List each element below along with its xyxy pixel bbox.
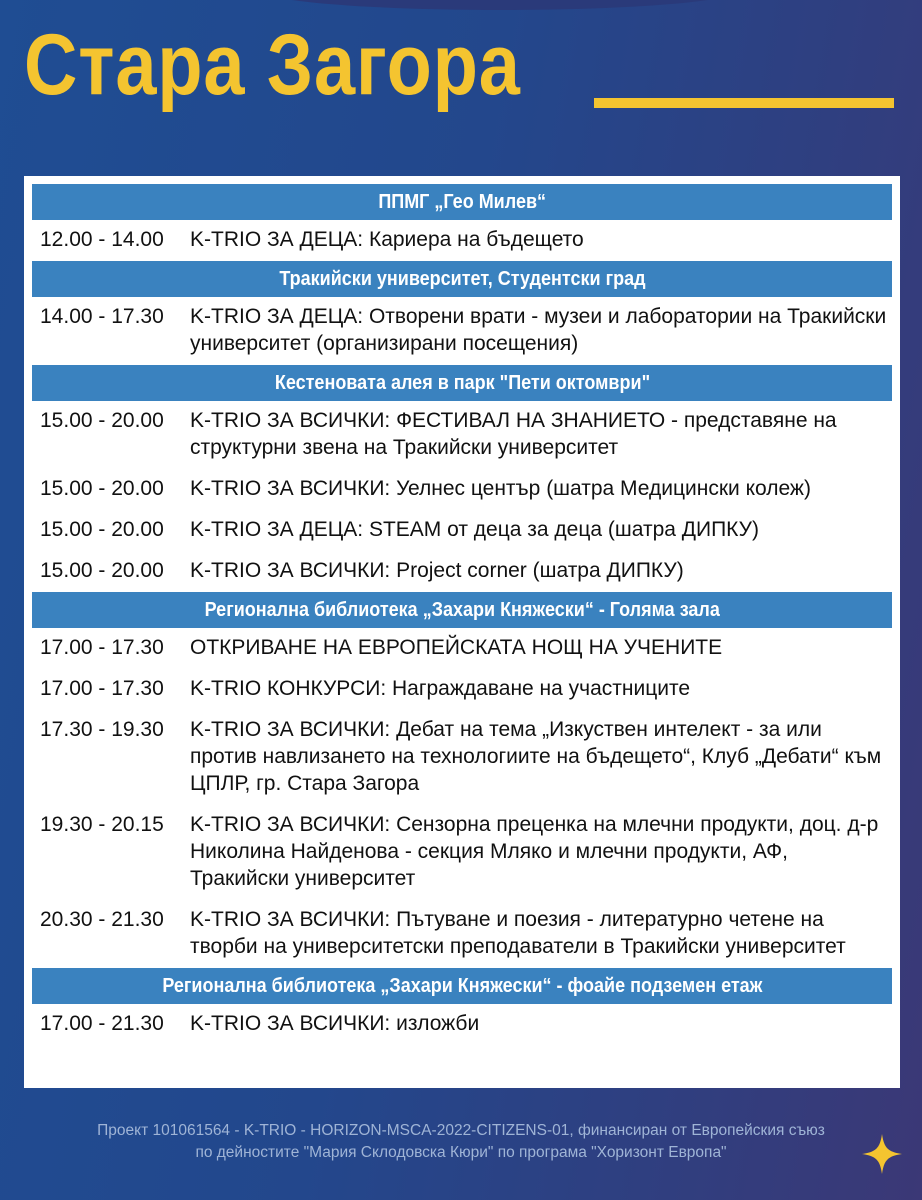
event-time: 20.30 - 21.30	[40, 908, 164, 931]
event-row	[32, 628, 892, 669]
event-time: 12.00 - 14.00	[40, 228, 164, 251]
footer	[0, 1120, 922, 1164]
event-description: K-TRIO КОНКУРСИ: Награждаване на участниците	[190, 677, 691, 700]
event-description: K-TRIO ЗА ДЕЦА: Отворени врати - музеи и лаборатории на Тракийски университет (организирани посещения)	[190, 305, 887, 355]
event-time: 15.00 - 20.00	[40, 409, 164, 432]
event-description: K-TRIO ЗА ВСИЧКИ: Project corner (шатра ДИПКУ)	[190, 559, 684, 582]
event-time: 14.00 - 17.30	[40, 305, 164, 328]
event-time: 15.00 - 20.00	[40, 477, 164, 500]
event-row	[32, 669, 892, 710]
event-time: 17.30 - 19.30	[40, 718, 164, 741]
event-description: K-TRIO ЗА ВСИЧКИ: Дебат на тема „Изкуствен интелект - за или против навлизането на технологиите на бъдещето“, Клуб „Дебати“ към ЦПЛР, гр. Стара Загора	[190, 718, 882, 795]
event-time: 19.30 - 20.15	[40, 813, 164, 836]
event-description: K-TRIO ЗА ДЕЦА: Кариера на бъдещето	[190, 228, 584, 251]
venue-header	[32, 261, 892, 297]
event-row	[32, 900, 892, 968]
sparkle-star-icon	[860, 1132, 904, 1176]
event-row	[32, 297, 892, 365]
event-time: 17.00 - 17.30	[40, 636, 164, 659]
event-description: K-TRIO ЗА ВСИЧКИ: Пътуване и поезия - литературно четене на творби на университетски преподаватели в Тракийски университет	[190, 908, 846, 958]
venue-header	[32, 184, 892, 220]
event-time: 15.00 - 20.00	[40, 559, 164, 582]
event-time: 15.00 - 20.00	[40, 518, 164, 541]
event-row	[32, 1004, 892, 1045]
event-row	[32, 510, 892, 551]
venue-header	[32, 365, 892, 401]
event-description: K-TRIO ЗА ДЕЦА: STEAM от деца за деца (шатра ДИПКУ)	[190, 518, 759, 541]
venue-name: Регионална библиотека „Захари Княжески“ - Голяма зала	[204, 599, 720, 621]
event-description: ОТКРИВАНЕ НА ЕВРОПЕЙСКАТА НОЩ НА УЧЕНИТЕ	[190, 636, 723, 659]
event-row	[32, 401, 892, 469]
event-row	[32, 710, 892, 805]
venue-name: ППМГ „Гео Милев“	[378, 191, 546, 213]
footer-line-1: Проект 101061564 - K-TRIO - HORIZON-MSCA-2022-CITIZENS-01, финансиран от Европейския съюз	[97, 1122, 825, 1139]
event-description: K-TRIO ЗА ВСИЧКИ: изложби	[190, 1012, 480, 1035]
event-description: K-TRIO ЗА ВСИЧКИ: Сензорна преценка на млечни продукти, доц. д-р Николина Найденова - секция Мляко и млечни продукти, АФ, Тракийски университет	[190, 813, 879, 890]
event-row	[32, 220, 892, 261]
venue-name: Тракийски университет, Студентски град	[278, 268, 646, 290]
page-title: Стара Загора	[24, 17, 521, 113]
schedule-card	[24, 176, 900, 1088]
event-time: 17.00 - 17.30	[40, 677, 164, 700]
venue-name: Кестеновата алея в парк "Пети октомври"	[274, 372, 650, 394]
venue-header	[32, 592, 892, 628]
venue-header	[32, 968, 892, 1004]
venue-name: Регионална библиотека „Захари Княжески“ - фоайе подземен етаж	[161, 975, 763, 997]
event-description: K-TRIO ЗА ВСИЧКИ: Уелнес център (шатра Медицински колеж)	[190, 477, 811, 500]
title-underline	[594, 98, 894, 108]
event-row	[32, 805, 892, 900]
event-time: 17.00 - 21.30	[40, 1012, 164, 1035]
event-row	[32, 469, 892, 510]
top-decoration	[260, 0, 740, 10]
event-description: K-TRIO ЗА ВСИЧКИ: ФЕСТИВАЛ НА ЗНАНИЕТО - представяне на структурни звена на Тракийски университет	[190, 409, 837, 459]
footer-line-2: по дейностите "Мария Склодовска Кюри" по програма "Хоризонт Европа"	[195, 1144, 727, 1161]
event-row	[32, 551, 892, 592]
